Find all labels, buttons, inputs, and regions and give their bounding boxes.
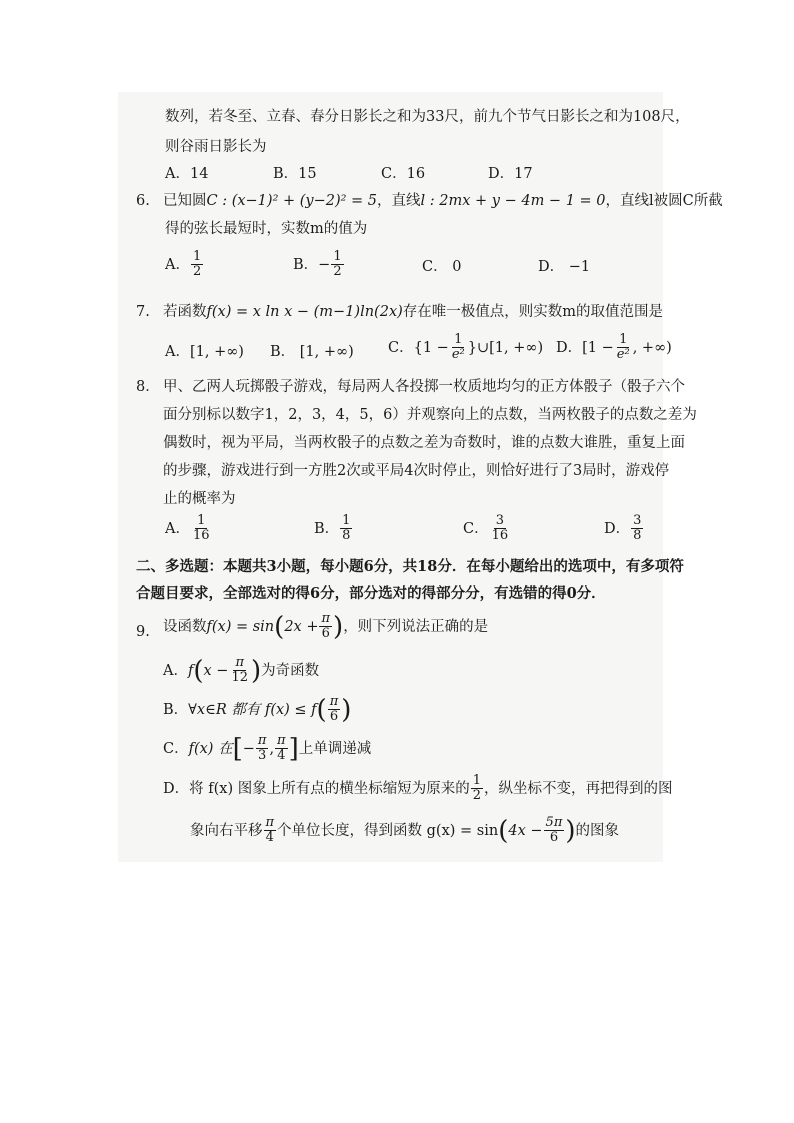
q6-circle-equation: C : (x−1)² + (y−2)² = 5: [206, 193, 378, 209]
q9-stem: 设函数f(x) = sin(2x + $\frac{\pi}{6}$ )，则下列说法正确的是: [163, 611, 489, 642]
q7-function: f(x) = x ln x − (m−1)ln(2x): [206, 304, 403, 320]
q8-option-d: D． $\frac{3}{8}$: [604, 513, 642, 544]
fraction: $\frac{5\pi}{6}$: [545, 815, 563, 846]
fraction: $\frac{\pi}{6}$: [329, 694, 339, 725]
q8-number: 8．: [136, 379, 160, 395]
fraction: $\frac{\pi}{12}$: [231, 655, 248, 686]
q8-option-c: C． $\frac{3}{16}$: [463, 513, 509, 544]
fraction: $\frac{1}{16}$: [192, 513, 210, 544]
q9-option-b: B．∀x∈R 都有 f(x) ≤ f( $\frac{\pi}{6}$ ): [163, 694, 352, 725]
q8-line5: 止的概率为: [163, 491, 236, 507]
q7-number: 7.: [136, 304, 150, 320]
q5-option-c: C．16: [381, 166, 426, 182]
q7-option-b: B． [1, +∞): [270, 344, 354, 360]
q8-line4: 的步骤，游戏进行到一方胜2次或平局4次时停止，则恰好进行了3局时，游戏停: [163, 463, 670, 479]
q9-option-d-line1: D．将 f(x) 图象上所有点的横坐标缩短为原来的 $\frac{1}{2}$ ，纵坐标不变，再把得到的图: [163, 773, 673, 804]
q6-option-d: D． −1: [538, 259, 591, 275]
q7-option-a: A．[1, +∞): [165, 344, 244, 360]
fraction: $\frac{1}{2}$: [192, 249, 202, 280]
fraction: $\frac{1}{8}$: [342, 513, 351, 544]
fraction: $\frac{\pi}{3}$: [257, 733, 267, 764]
fraction: $\frac{\pi}{4}$: [277, 733, 286, 764]
q9-number: 9.: [136, 624, 150, 640]
q6-option-a: A． $\frac{1}{2}$: [165, 249, 202, 280]
q8-line2: 面分别标以数字1，2，3，4，5，6）并观察向上的点数，当两枚骰子的点数之差为: [163, 407, 697, 423]
q6-stem-line1: [163, 192, 723, 211]
q6-number: 6.: [136, 193, 150, 209]
q6-line-equation: l : 2mx + y − 4m − 1 = 0: [420, 193, 606, 209]
q9-option-a: A．f(x − $\frac{\pi}{12}$ )为奇函数: [163, 655, 320, 686]
q9-option-c: C．f(x) 在[− $\frac{\pi}{3}$ , $\frac{\pi}{4}$ ]上单调递减: [163, 733, 372, 764]
fraction: $\frac{3}{16}$: [491, 513, 509, 544]
q8-option-b: B． $\frac{1}{8}$: [314, 513, 351, 544]
section-2-heading-line2: 合题目要求，全部选对的得6分，部分选对的得部分分，有选错的得0分．: [136, 585, 606, 602]
fraction: $\frac{1}{2}$: [472, 773, 481, 804]
fraction: $\frac{\pi}{6}$: [321, 611, 331, 642]
q7-option-d: D．[1 − $\frac{1}{\text{e²}}$ , +∞): [556, 332, 672, 363]
q6-option-c: C． 0: [422, 259, 462, 275]
fraction: $\frac{1}{\text{e²}}$: [451, 332, 465, 363]
q7-option-c: C．{1 − $\frac{1}{\text{e²}}$ }∪[1, +∞): [388, 332, 544, 363]
fraction: $\frac{1}{2}$: [333, 249, 342, 280]
q5-option-d: D．17: [488, 166, 533, 182]
q5-option-a: A．14: [165, 166, 209, 182]
fraction: $\frac{1}{\text{e²}}$: [616, 332, 630, 363]
q5-option-b: B．15: [273, 166, 317, 182]
q5-text-line2: 则谷雨日影长为: [165, 139, 267, 155]
q7-stem: 若函数f(x) = x ln x − (m−1)ln(2x)存在唯一极值点，则实数m的取值范围是: [163, 304, 664, 320]
fraction: $\frac{\pi}{4}$: [265, 815, 275, 846]
q5-text-line1: 数列，若冬至、立春、春分日影长之和为33尺，前九个节气日影长之和为108尺，: [165, 109, 690, 125]
q6-text: ，直线: [377, 193, 421, 209]
q6-stem-line2: 得的弦长最短时，实数m的值为: [165, 221, 368, 237]
q6-text: 已知圆: [163, 193, 207, 209]
section-2-heading-line1: 二、多选题：本题共3小题，每小题6分，共18分．在每小题给出的选项中，有多项符: [136, 558, 684, 575]
q6-text: ，直线l被圆C所截: [605, 193, 723, 209]
q6-option-b: B．− $\frac{1}{2}$: [293, 249, 342, 280]
q8-line3: 偶数时，视为平局，当两枚骰子的点数之差为奇数时，谁的点数大谁胜，重复上面: [163, 435, 685, 451]
q8-option-a: A． $\frac{1}{16}$: [165, 513, 210, 544]
fraction: $\frac{3}{8}$: [633, 513, 642, 544]
q9-option-d-line2: 象向右平移 $\frac{\pi}{4}$ 个单位长度，得到函数 g(x) = sin(4x − $\frac{5\pi}{6}$ )的图象: [190, 815, 620, 846]
q8-line1: 甲、乙两人玩掷骰子游戏，每局两人各投掷一枚质地均匀的正方体骰子（骰子六个: [163, 379, 685, 395]
